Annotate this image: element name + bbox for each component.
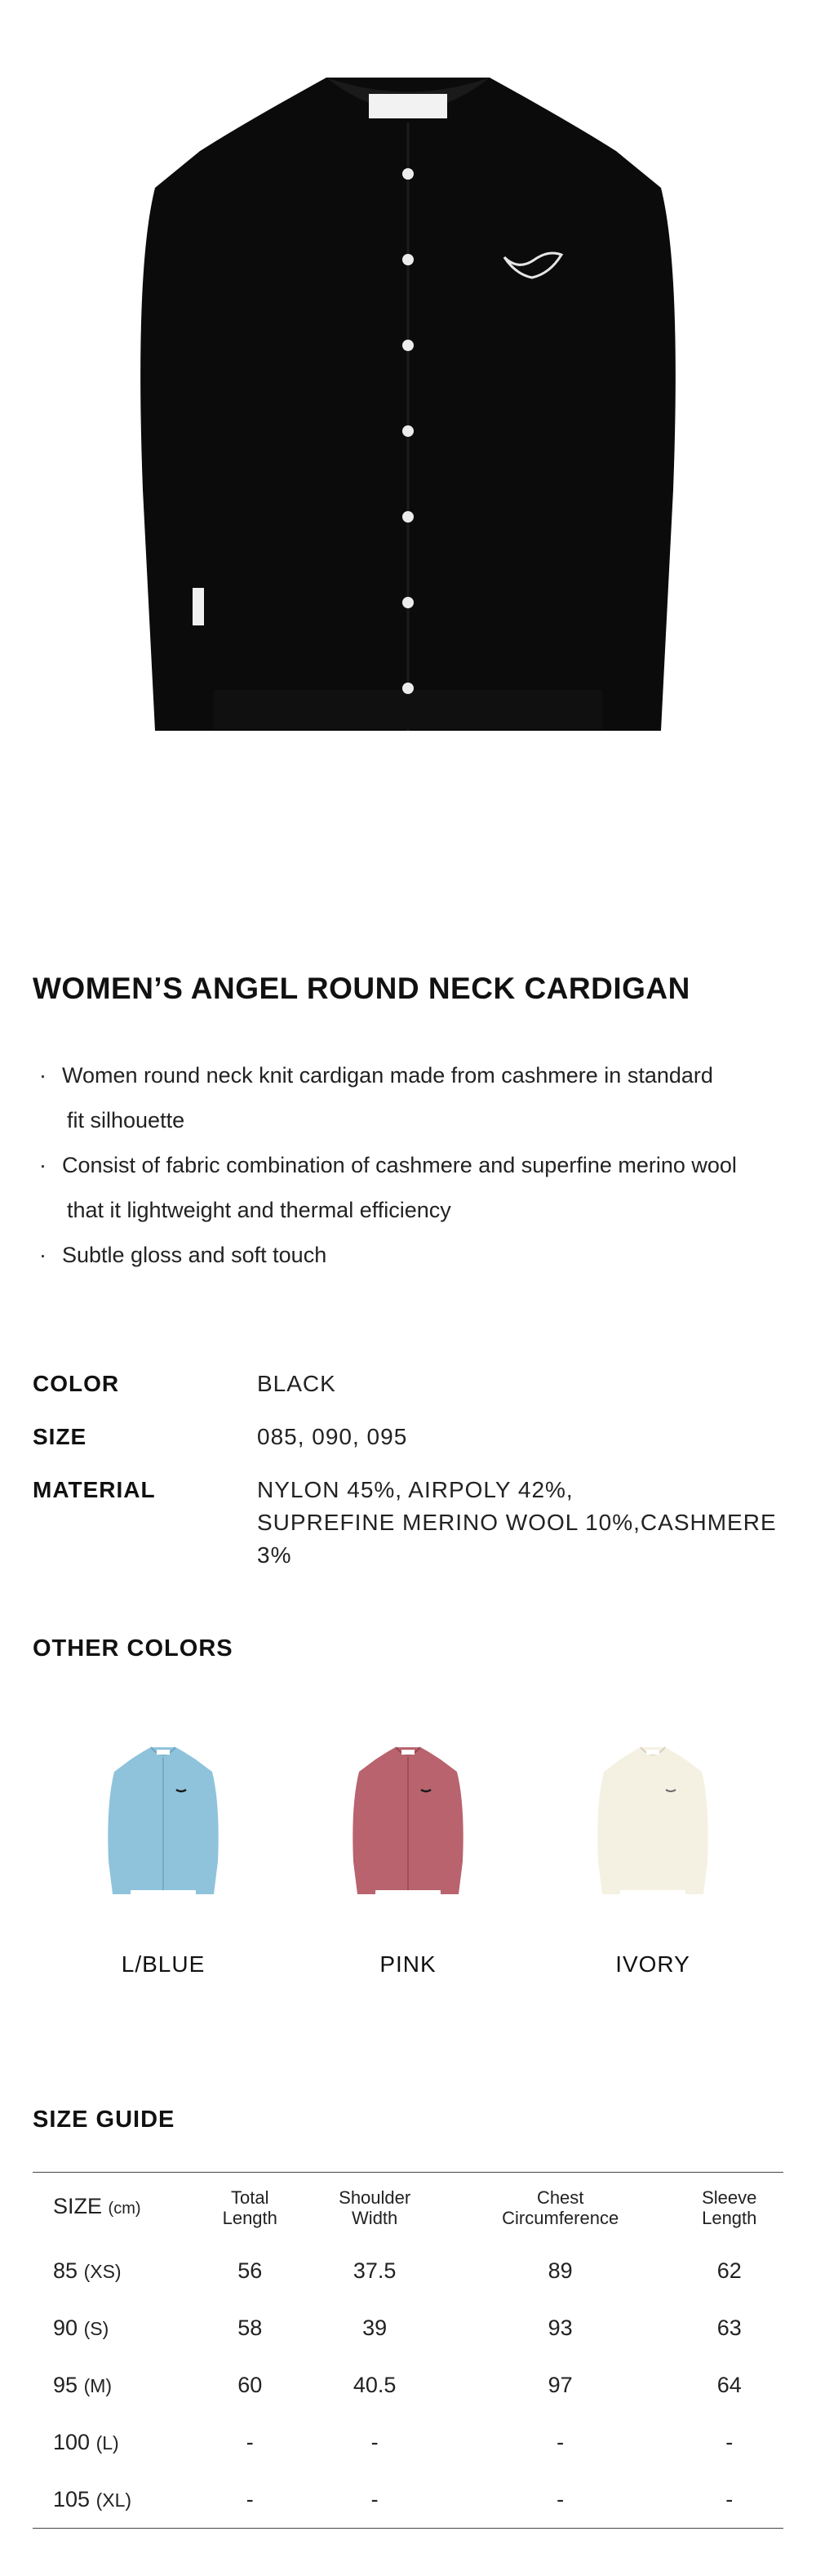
size-cell bbox=[33, 2471, 196, 2529]
table-cell: 60 bbox=[237, 2373, 263, 2397]
column-header-line: Width bbox=[352, 2207, 398, 2228]
spec-row-size bbox=[33, 1421, 800, 1453]
cardigan-thumbnail-icon bbox=[82, 1739, 245, 1902]
table-cell: 40.5 bbox=[353, 2373, 397, 2397]
table-cell: 63 bbox=[716, 2316, 742, 2340]
spec-key: MATERIAL bbox=[33, 1477, 156, 1502]
size-header-unit: (cm) bbox=[108, 2199, 141, 2218]
size-number: 85 bbox=[53, 2258, 78, 2283]
size-label: (XL) bbox=[95, 2489, 132, 2511]
table-cell: - bbox=[557, 2430, 565, 2454]
bullet-line-continued: that it lightweight and thermal efficiency bbox=[67, 1198, 451, 1222]
spec-key: COLOR bbox=[33, 1371, 120, 1396]
other-colors-list bbox=[0, 1739, 816, 2041]
bullet-line-continued: fit silhouette bbox=[67, 1108, 185, 1132]
table-cell: 93 bbox=[548, 2316, 573, 2340]
size-cell bbox=[33, 2243, 196, 2300]
size-label: (L) bbox=[95, 2432, 119, 2454]
spec-value-line: SUPREFINE MERINO WOOL 10%,CASHMERE 3% bbox=[257, 1510, 777, 1568]
table-row bbox=[33, 2243, 783, 2300]
color-option-lblue[interactable] bbox=[41, 1739, 286, 1978]
table-cell: 62 bbox=[716, 2258, 742, 2283]
table-cell: 64 bbox=[716, 2373, 742, 2397]
cardigan-thumbnail-icon bbox=[326, 1739, 490, 1902]
table-cell: 37.5 bbox=[353, 2258, 397, 2283]
size-guide-heading: SIZE GUIDE bbox=[33, 2107, 175, 2133]
column-header-line: Length bbox=[702, 2207, 757, 2228]
spec-value-line: 085, 090, 095 bbox=[257, 1424, 408, 1449]
color-option-label: L/BLUE bbox=[121, 1951, 206, 1977]
description-bullet bbox=[39, 1053, 774, 1143]
spec-value bbox=[257, 1421, 800, 1453]
column-header-line: Shoulder bbox=[339, 2187, 411, 2208]
table-cell: 97 bbox=[548, 2373, 573, 2397]
size-cell bbox=[33, 2357, 196, 2414]
product-hero-image bbox=[0, 0, 816, 923]
bullet-dot: · bbox=[39, 1153, 47, 1177]
color-option-label: IVORY bbox=[615, 1951, 690, 1977]
other-colors-heading: OTHER COLORS bbox=[33, 1635, 233, 1662]
size-guide-table bbox=[33, 2172, 783, 2529]
spec-value-line: NYLON 45%, AIRPOLY 42%, bbox=[257, 1477, 574, 1502]
description-bullet bbox=[39, 1233, 774, 1278]
table-cell: 89 bbox=[548, 2258, 573, 2283]
spec-row-material bbox=[33, 1474, 800, 1572]
table-row bbox=[33, 2357, 783, 2414]
product-description-list bbox=[39, 1053, 774, 1278]
table-cell: - bbox=[557, 2486, 565, 2511]
size-column-header bbox=[33, 2173, 196, 2243]
size-number: 100 bbox=[53, 2430, 91, 2454]
column-header-line: Circumference bbox=[502, 2207, 619, 2228]
table-cell: - bbox=[725, 2430, 734, 2454]
black-cardigan-illustration bbox=[0, 0, 816, 923]
spec-key: SIZE bbox=[33, 1424, 87, 1449]
bullet-dot: · bbox=[39, 1243, 47, 1267]
spec-row-color bbox=[33, 1368, 800, 1400]
color-option-label: PINK bbox=[379, 1951, 437, 1977]
color-option-ivory[interactable] bbox=[530, 1739, 775, 1978]
bullet-dot: · bbox=[39, 1063, 47, 1088]
column-header bbox=[196, 2173, 304, 2243]
table-row bbox=[33, 2471, 783, 2529]
table-cell: - bbox=[725, 2486, 734, 2511]
size-cell bbox=[33, 2414, 196, 2471]
column-header-line: Total bbox=[231, 2187, 269, 2208]
sweater-thumbnail-icon bbox=[571, 1739, 734, 1902]
column-header-line: Length bbox=[222, 2207, 277, 2228]
bullet-line: Women round neck knit cardigan made from cashmere in standard bbox=[62, 1063, 713, 1088]
size-label: (XS) bbox=[83, 2261, 122, 2282]
bullet-line: Consist of fabric combination of cashmere and superfine merino wool bbox=[62, 1153, 737, 1177]
column-header-line: Sleeve bbox=[702, 2187, 757, 2208]
column-header bbox=[304, 2173, 445, 2243]
bullet-line: Subtle gloss and soft touch bbox=[62, 1243, 327, 1267]
size-header-label: SIZE bbox=[53, 2193, 103, 2218]
product-title: WOMEN’S ANGEL ROUND NECK CARDIGAN bbox=[33, 972, 690, 1005]
column-header bbox=[446, 2173, 676, 2243]
description-bullet bbox=[39, 1143, 774, 1233]
column-header bbox=[675, 2173, 783, 2243]
size-number: 95 bbox=[53, 2373, 78, 2397]
table-row bbox=[33, 2414, 783, 2471]
spec-value bbox=[257, 1474, 800, 1572]
table-row bbox=[33, 2300, 783, 2357]
spec-value-line: BLACK bbox=[257, 1371, 336, 1396]
table-cell: - bbox=[246, 2486, 254, 2511]
product-specs bbox=[33, 1368, 800, 1592]
size-cell bbox=[33, 2300, 196, 2357]
size-number: 105 bbox=[53, 2486, 91, 2511]
spec-value bbox=[257, 1368, 800, 1400]
size-table-header-row bbox=[33, 2173, 783, 2243]
color-option-pink[interactable] bbox=[286, 1739, 530, 1978]
table-cell: - bbox=[370, 2486, 379, 2511]
table-cell: 56 bbox=[237, 2258, 263, 2283]
table-cell: - bbox=[370, 2430, 379, 2454]
size-label: (M) bbox=[83, 2375, 113, 2396]
size-label: (S) bbox=[83, 2318, 109, 2339]
table-cell: - bbox=[246, 2430, 254, 2454]
table-cell: 39 bbox=[362, 2316, 388, 2340]
column-header-line: Chest bbox=[536, 2187, 584, 2208]
size-number: 90 bbox=[53, 2316, 78, 2340]
table-cell: 58 bbox=[237, 2316, 263, 2340]
